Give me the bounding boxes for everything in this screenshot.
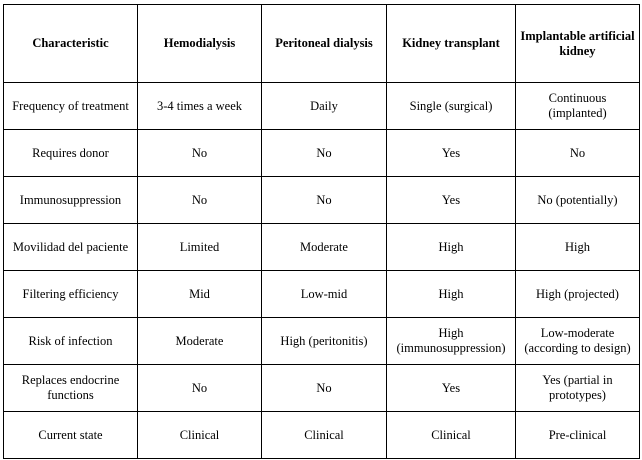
table-row (4, 83, 640, 130)
table-row (4, 318, 640, 365)
table-cell: No (262, 365, 387, 412)
table-cell: Yes (partial in prototypes) (516, 365, 640, 412)
header-characteristic: Characteristic (4, 5, 138, 83)
header-kidney-transplant: Kidney transplant (387, 5, 516, 83)
table-cell: Replaces endocrine functions (4, 365, 138, 412)
table-row (4, 130, 640, 177)
table-cell: High (immunosuppression) (387, 318, 516, 365)
table-row (4, 224, 640, 271)
table-cell: High (516, 224, 640, 271)
table-cell: High (peritonitis) (262, 318, 387, 365)
table-cell: Movilidad del paciente (4, 224, 138, 271)
table-cell: Clinical (262, 412, 387, 459)
table-cell: No (138, 130, 262, 177)
table-cell: Mid (138, 271, 262, 318)
table-cell: Yes (387, 130, 516, 177)
table-cell: Yes (387, 177, 516, 224)
table-cell: Moderate (262, 224, 387, 271)
table-cell: No (138, 177, 262, 224)
header-hemodialysis: Hemodialysis (138, 5, 262, 83)
header-row (4, 5, 640, 83)
table-cell: High (projected) (516, 271, 640, 318)
table-row (4, 177, 640, 224)
table-cell: Clinical (138, 412, 262, 459)
table-cell: Limited (138, 224, 262, 271)
table-cell: Continuous (implanted) (516, 83, 640, 130)
table-row (4, 365, 640, 412)
table-cell: Risk of infection (4, 318, 138, 365)
table-cell: 3-4 times a week (138, 83, 262, 130)
table-cell: Requires donor (4, 130, 138, 177)
table-cell: Low-mid (262, 271, 387, 318)
table-cell: High (387, 271, 516, 318)
table-row (4, 412, 640, 459)
table-cell: Single (surgical) (387, 83, 516, 130)
table-cell: Pre-clinical (516, 412, 640, 459)
table-cell: High (387, 224, 516, 271)
table-cell: Current state (4, 412, 138, 459)
table-cell: Frequency of treatment (4, 83, 138, 130)
table-cell: Low-moderate (according to design) (516, 318, 640, 365)
table-cell: No (138, 365, 262, 412)
table-cell: Immunosuppression (4, 177, 138, 224)
comparison-table (3, 4, 640, 459)
table-cell: Daily (262, 83, 387, 130)
table-cell: Filtering efficiency (4, 271, 138, 318)
table-cell: Clinical (387, 412, 516, 459)
table-row (4, 271, 640, 318)
header-implantable-artificial-kidney: Implantable artificial kidney (516, 5, 640, 83)
table-cell: No (262, 177, 387, 224)
table-cell: No (262, 130, 387, 177)
comparison-table-container (3, 4, 640, 459)
table-cell: No (516, 130, 640, 177)
table-cell: Yes (387, 365, 516, 412)
table-cell: No (potentially) (516, 177, 640, 224)
table-cell: Moderate (138, 318, 262, 365)
header-peritoneal-dialysis: Peritoneal dialysis (262, 5, 387, 83)
